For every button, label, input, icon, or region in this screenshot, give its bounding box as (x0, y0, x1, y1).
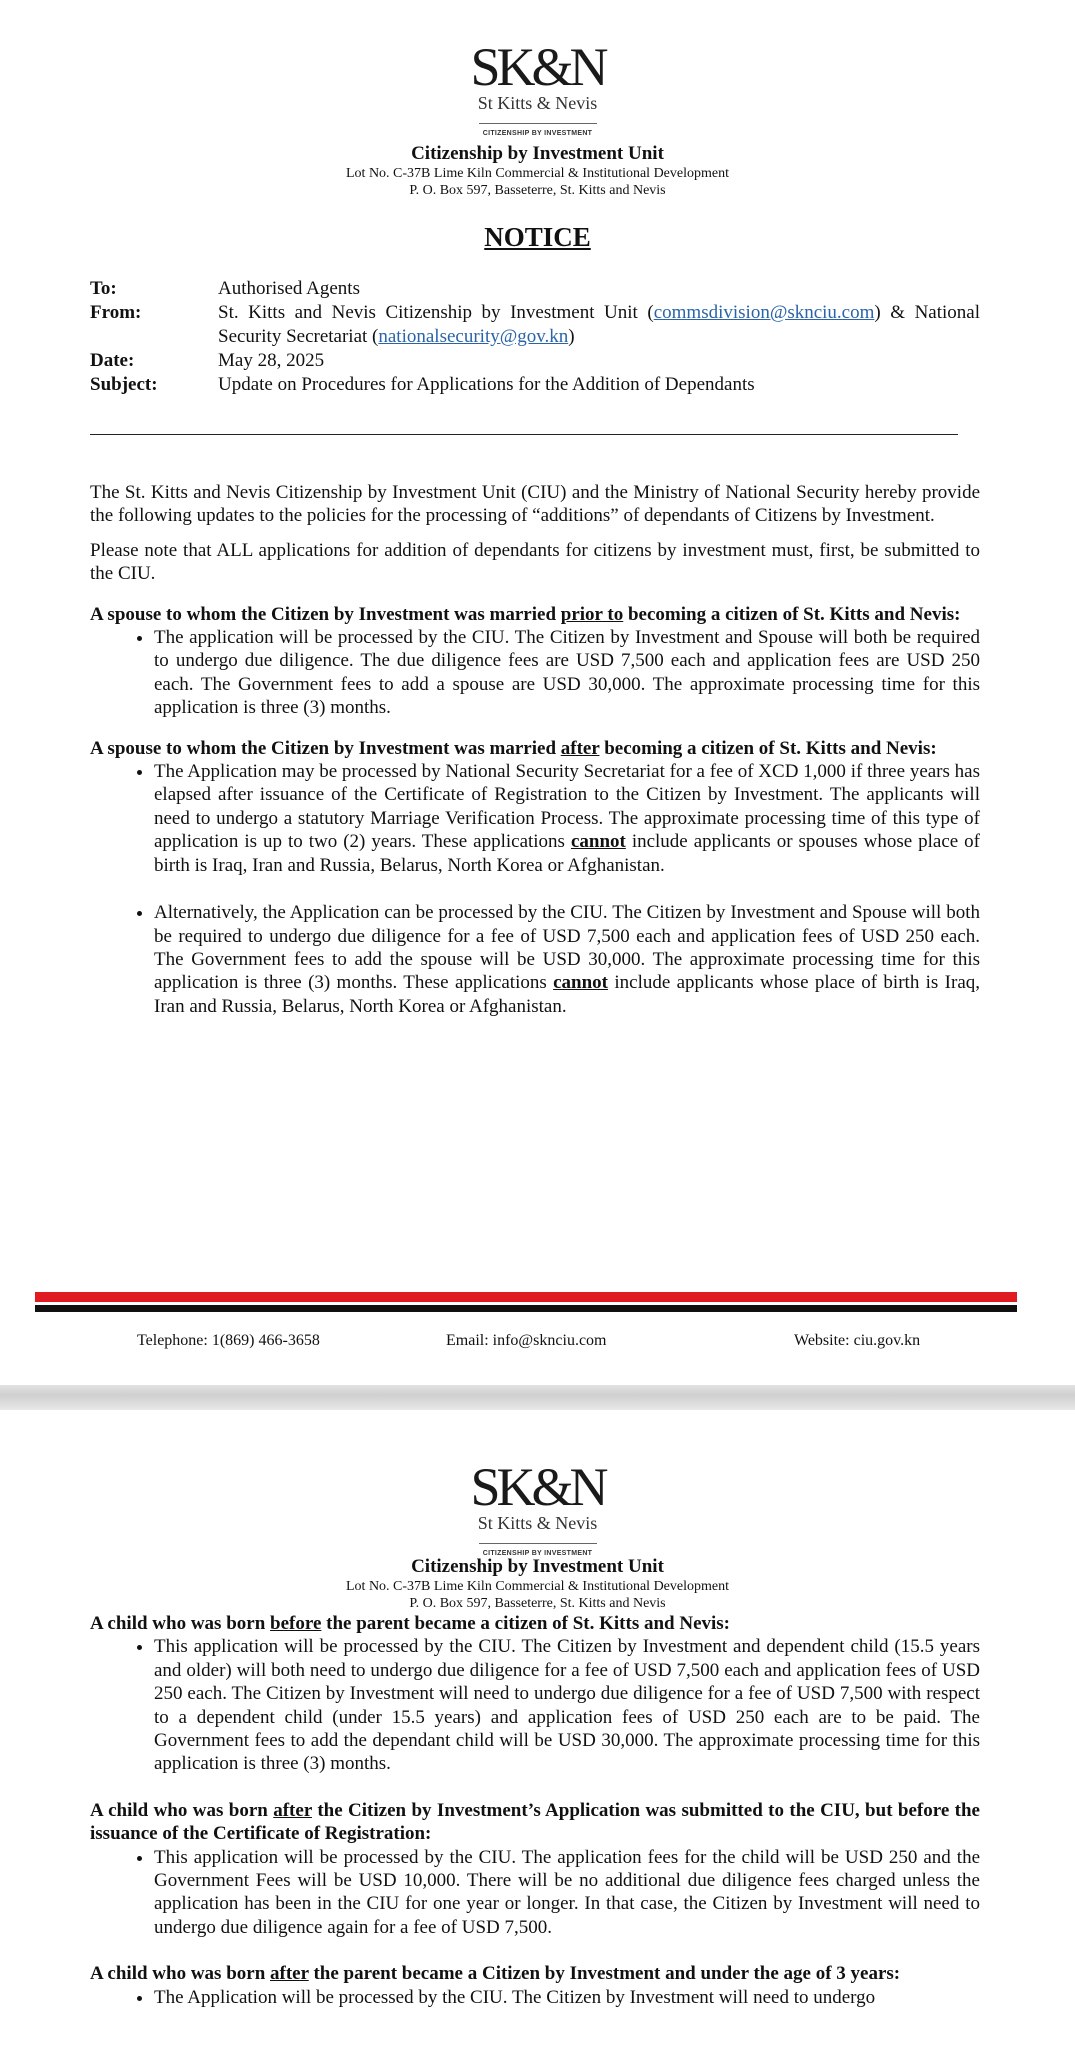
memo-subject-label: Subject: (90, 374, 158, 395)
page1-body (90, 481, 980, 1018)
letterhead-title: Citizenship by Investment Unit (411, 143, 664, 164)
memo-from-row (90, 301, 980, 349)
from-text-a: St. Kitts and Nevis Citizenship by Investment Unit ( (218, 302, 654, 323)
memo-date-row (90, 349, 980, 373)
from-text-b: ) & National Security Secretariat ( (218, 302, 980, 347)
comms-email-link[interactable]: commsdivision@sknciu.com (653, 302, 875, 323)
section-list-spouse-prior (90, 626, 980, 720)
memo-subject-value: Update on Procedures for Applications for the Addition of Dependants (218, 374, 755, 395)
section-heading-child-before: A child who was born before the parent became a citizen of St. Kitts and Nevis: (90, 1613, 731, 1634)
section-list-child-under-3 (90, 1986, 980, 2009)
letterhead (0, 143, 1075, 199)
list-item: • This application will be processed by the CIU. The application fees for the child will be USD 250 and the Government Fees will be USD 10,000. There will be no additional due diligence fees charged unless the application has been in the CIU for one year or longer. In that case, the Citizen by Investment will need to undergo due diligence again for a fee of USD 7,500. (154, 1846, 980, 1940)
memo-from-label: From: (90, 302, 142, 323)
footer-email[interactable]: Email: info@sknciu.com (446, 1332, 607, 1349)
logo-name: St Kitts & Nevis (477, 93, 598, 113)
letterhead-address-2: P. O. Box 597, Basseterre, St. Kitts and Nevis (409, 1596, 666, 1611)
section-list-child-before (90, 1635, 980, 1775)
from-text-c: ) (568, 326, 575, 347)
logo-mark: SK&N (470, 37, 605, 97)
section-heading-child-under-3: A child who was born after the parent became a Citizen by Investment and under the age of 3 years: (90, 1963, 901, 1985)
footer-red-stripe (35, 1292, 1017, 1302)
memo-date-label: Date: (90, 350, 135, 371)
section-list-child-after-submission (90, 1846, 980, 1940)
skn-logo (0, 1457, 1075, 1558)
national-security-email-link[interactable]: nationalsecurity@gov.kn (378, 326, 569, 347)
footer-website[interactable]: Website: ciu.gov.kn (794, 1332, 921, 1349)
section-heading-spouse-prior: A spouse to whom the Citizen by Investment was married prior to becoming a citizen of St. Kitts and Nevis: (90, 603, 961, 625)
logo-name: St Kitts & Nevis (477, 1513, 598, 1533)
letterhead-address-1: Lot No. C-37B Lime Kiln Commercial & Institutional Development (346, 1579, 729, 1594)
memo-date-value: May 28, 2025 (218, 350, 325, 371)
memo-to-value: Authorised Agents (218, 278, 360, 299)
logo-mark: SK&N (470, 1457, 605, 1517)
letterhead-title: Citizenship by Investment Unit (411, 1556, 664, 1577)
skn-logo (0, 37, 1075, 138)
page-separator (0, 1385, 1075, 1410)
memo-to-label: To: (90, 278, 117, 299)
memo-to-row (90, 277, 980, 301)
letterhead-address-1: Lot No. C-37B Lime Kiln Commercial & Institutional Development (346, 166, 729, 181)
memo-from-value (218, 301, 980, 349)
page2-body (90, 1595, 980, 2009)
intro-paragraph-1: The St. Kitts and Nevis Citizenship by Investment Unit (CIU) and the Ministry of National Security hereby provide the following updates to the policies for the processing of “additions” of dependants of Citizens by Investment. (90, 482, 980, 527)
letterhead-address-2: P. O. Box 597, Basseterre, St. Kitts and Nevis (409, 183, 666, 198)
logo-tagline: CITIZENSHIP BY INVESTMENT (482, 130, 593, 137)
section-heading-child-after-submission: A child who was born after the Citizen by Investment’s Application was submitted to the CIU, but before the issuance of the Certificate of Registration: (90, 1799, 980, 1845)
memo-subject-row (90, 373, 980, 397)
list-item: • The Application may be processed by National Security Secretariat for a fee of XCD 1,000 if three years has elapsed after issuance of the Certificate of Registration to the Citizen by Investment. The applicants will need to undergo a statutory Marriage Verification Process. The approximate processing time of this type of application is up to two (2) years. These applications cannot include applicants or spouses whose place of birth is Iraq, Iran and Russia, Belarus, North Korea or Afghanistan. (154, 760, 980, 877)
notice-title: NOTICE (484, 222, 591, 252)
list-item: • The application will be processed by the CIU. The Citizen by Investment and Spouse will both be required to undergo due diligence. The due diligence fees are USD 7,500 each and application fees are USD 250 each. The Government fees to add a spouse are USD 30,000. The approximate processing time for this application is three (3) months. (154, 626, 980, 720)
footer-telephone: Telephone: 1(869) 466-3658 (137, 1332, 320, 1349)
intro-paragraph-2: Please note that ALL applications for addition of dependants for citizens by investment must, first, be submitted to the CIU. (90, 539, 980, 585)
section-list-spouse-after (90, 760, 980, 1018)
list-item: • Alternatively, the Application can be processed by the CIU. The Citizen by Investment and Spouse will both be required to undergo due diligence for a fee of USD 7,500 each and application fees of USD 250 each. The Government fees to add the spouse will be USD 30,000. The approximate processing time for this application is three (3) months. These applications cannot include applicants whose place of birth is Iraq, Iran and Russia, Belarus, North Korea or Afghanistan. (154, 901, 980, 1018)
list-item: • The Application will be processed by the CIU. The Citizen by Investment will need to undergo (154, 1986, 980, 2009)
footer-black-stripe (35, 1305, 1017, 1312)
document-page-2 (0, 1410, 1075, 2056)
memo-header (90, 277, 980, 397)
logo-tagline: CITIZENSHIP BY INVESTMENT (482, 1550, 593, 1557)
list-item: • This application will be processed by the CIU. The Citizen by Investment and dependent child (15.5 years and older) will both need to undergo due diligence for a fee of USD 7,500 each and application fees of USD 250 each. The Citizen by Investment will need to undergo due diligence for a fee of USD 7,500 with respect to a dependent child (under 15.5 years) and application fees of USD 250 each are to be paid. The Government fees to add the dependant child will be USD 30,000. The approximate processing time for this application is three (3) months. (154, 1635, 980, 1775)
section-heading-spouse-after: A spouse to whom the Citizen by Investment was married after becoming a citizen of St. Kitts and Nevis: (90, 737, 937, 759)
header-divider (90, 434, 958, 435)
